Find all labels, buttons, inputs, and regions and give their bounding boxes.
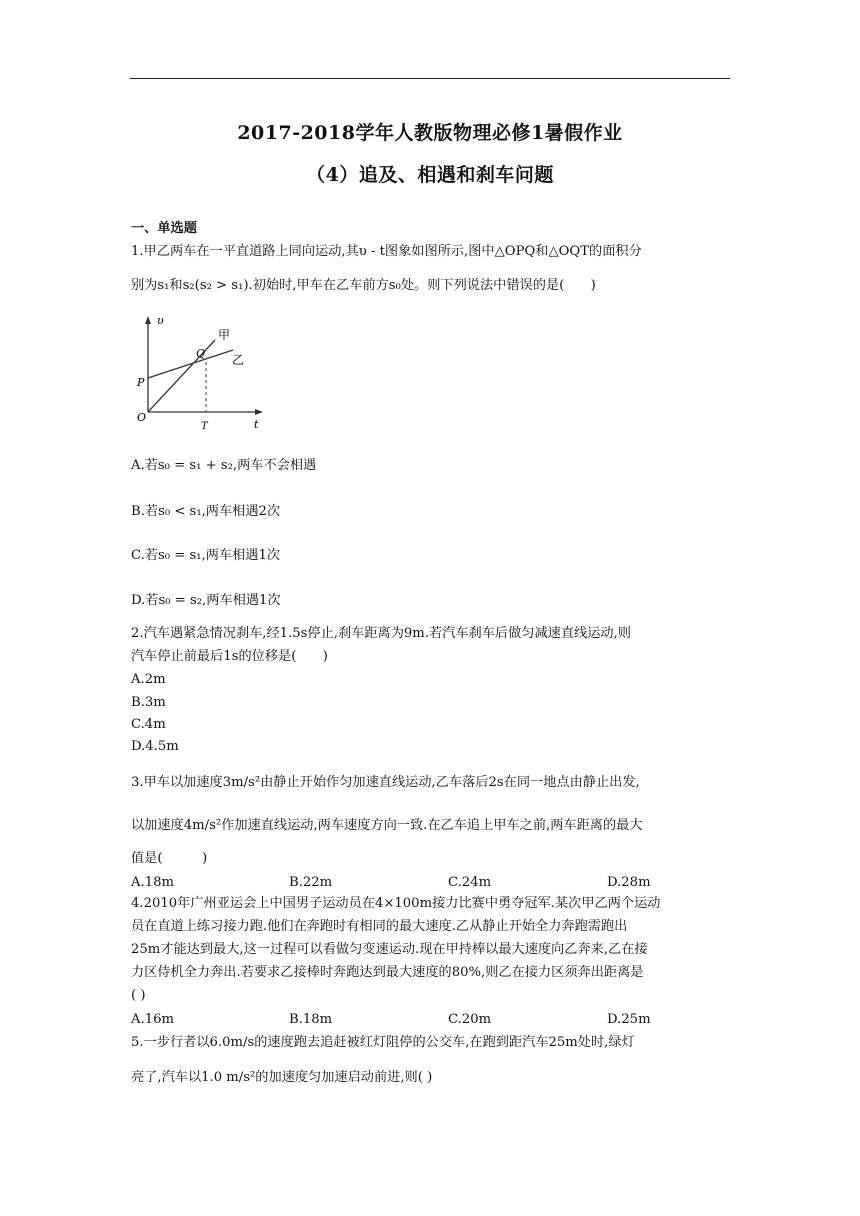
q3-option-b: B.22m xyxy=(289,875,333,890)
line-yi xyxy=(148,350,233,378)
v-label: υ xyxy=(157,314,164,327)
yi-label: 乙 xyxy=(232,353,245,367)
q3-line2: 以加速度4m/s²作加速直线运动,两车速度方向一致.在乙车追上甲车之前,两车距离的最大 xyxy=(131,818,643,833)
t-axis-arrow xyxy=(255,409,263,415)
header-rule xyxy=(130,78,730,79)
section-heading: 一、单选题 xyxy=(131,221,197,236)
doc-title: 2017-2018学年人教版物理必修1暑假作业 xyxy=(237,122,623,144)
q4-option-c: C.20m xyxy=(448,1012,492,1027)
o-label: O xyxy=(137,411,147,424)
q1-line2: 别为s₁和s₂(s₂ > s₁).初始时,甲车在乙车前方s₀处。则下列说法中错误的是( ) xyxy=(131,278,596,293)
q4-line4: 力区侍机全力奔出.若要求乙接棒时奔跑达到最大速度的80%,则乙在接力区须奔出距离是 xyxy=(131,965,644,980)
v-axis-arrow xyxy=(145,316,151,324)
q3-option-a: A.18m xyxy=(131,875,175,890)
q4-line1: 4.2010年广州亚运会上中国男子运动员在4×100m接力比赛中勇夺冠军.某次甲乙两个运动 xyxy=(131,896,661,911)
q4-option-b: B.18m xyxy=(289,1012,333,1027)
q4-line2: 员在直道上练习接力跑.他们在奔跑时有相同的最大速度.乙从静止开始全力奔跑需跑出 xyxy=(131,919,628,934)
q2-option-b: B.3m xyxy=(131,695,166,710)
q1-option-c: C.若s₀ = s₁,两车相遇1次 xyxy=(131,548,281,563)
jia-label: 甲 xyxy=(218,328,231,342)
doc-subtitle: （4）追及、相遇和刹车问题 xyxy=(306,164,554,186)
q1-line1: 1.甲乙两车在一平直道路上同向运动,其υ - t图象如图所示,图中△OPQ和△OQT的面积分 xyxy=(131,244,642,259)
q2-line2: 汽车停止前最后1s的位移是( ) xyxy=(131,649,328,664)
q3-option-d: D.28m xyxy=(607,875,651,890)
q2-option-c: C.4m xyxy=(131,717,166,732)
q5-line1: 5.一步行者以6.0m/s的速度跑去追赶被红灯阻停的公交车,在跑到距汽车25m处时,绿灯 xyxy=(131,1035,635,1050)
q2-option-a: A.2m xyxy=(131,672,166,687)
p-label: P xyxy=(137,376,145,389)
q4-line5: ( ) xyxy=(131,988,146,1003)
q4-option-d: D.25m xyxy=(607,1012,651,1027)
t-label: t xyxy=(254,418,259,431)
t-point-label: T xyxy=(201,421,208,432)
q3-line1: 3.甲车以加速度3m/s²由静止开始作匀加速直线运动,乙车落后2s在同一地点由静止出发, xyxy=(131,775,640,790)
q3-line3: 值是( ) xyxy=(131,851,208,866)
vt-graph xyxy=(133,312,273,434)
q4-option-a: A.16m xyxy=(131,1012,175,1027)
q1-option-d: D.若s₀ = s₂,两车相遇1次 xyxy=(131,593,281,608)
q2-option-d: D.4.5m xyxy=(131,739,179,754)
q2-line1: 2.汽车遇紧急情况刹车,经1.5s停止,刹车距离为9m.若汽车刹车后做匀减速直线运动,则 xyxy=(131,626,631,641)
q-label: Q xyxy=(196,347,206,360)
q5-line2: 亮了,汽车以1.0 m/s²的加速度匀加速启动前进,则( ) xyxy=(131,1070,433,1085)
q4-line3: 25m才能达到最大,这一过程可以看做匀变速运动.现在甲持棒以最大速度向乙奔来,乙在接 xyxy=(131,942,648,957)
q1-option-a: A.若s₀ = s₁ + s₂,两车不会相遇 xyxy=(131,458,317,473)
q3-option-c: C.24m xyxy=(448,875,492,890)
q1-option-b: B.若s₀ < s₁,两车相遇2次 xyxy=(131,504,281,519)
